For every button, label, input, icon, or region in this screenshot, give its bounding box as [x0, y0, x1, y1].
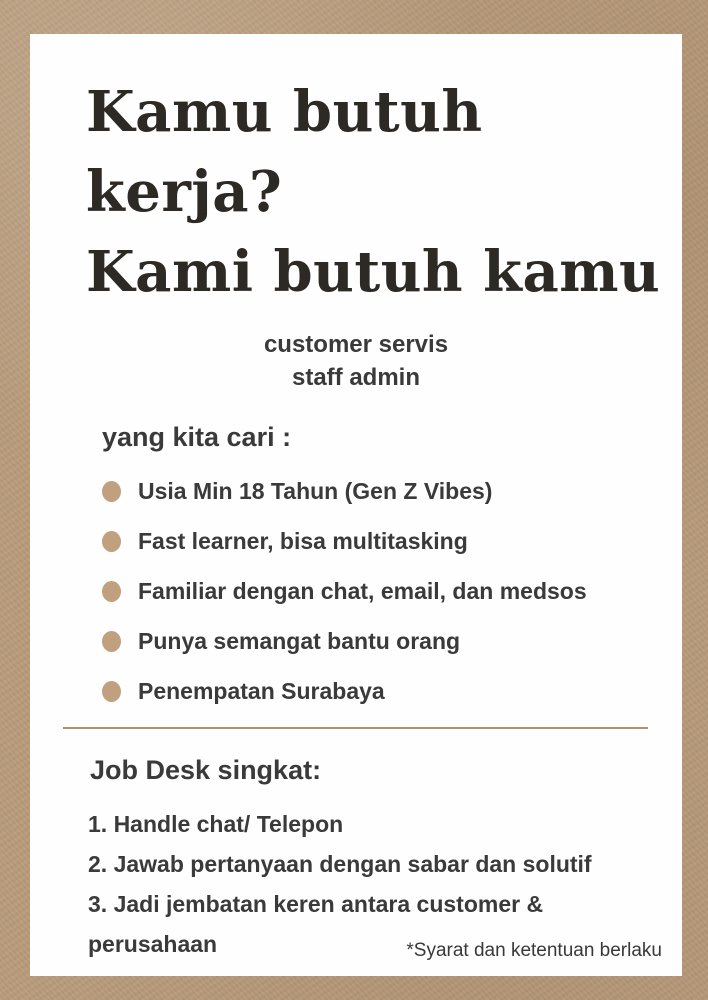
- list-item: 1. Handle chat/ Telepon: [88, 811, 344, 837]
- list-item: [102, 577, 682, 605]
- bullet-dot-icon: [102, 481, 121, 502]
- bullet-dot-icon: [102, 581, 121, 602]
- list-item: 2. Jawab pertanyaan dengan sabar dan solutif: [88, 851, 592, 877]
- title-line-2: Kami butuh kamu: [86, 239, 661, 305]
- list-item: [102, 477, 682, 505]
- title-line-1: Kamu butuh kerja?: [86, 79, 483, 225]
- position-subtitle: [30, 328, 682, 394]
- terms-footnote: *Syarat dan ketentuan berlaku: [406, 940, 662, 961]
- requirement-label: Punya semangat bantu orang: [138, 627, 461, 654]
- position-staff-admin: staff admin: [291, 364, 420, 391]
- list-item: [102, 677, 682, 705]
- bullet-dot-icon: [102, 631, 121, 652]
- requirement-label: Usia Min 18 Tahun (Gen Z Vibes): [138, 477, 493, 504]
- list-item: [102, 627, 682, 655]
- page-title: [86, 72, 682, 312]
- bullet-dot-icon: [102, 531, 121, 552]
- requirements-heading: yang kita cari :: [102, 422, 292, 452]
- requirement-label: Fast learner, bisa multitasking: [138, 527, 468, 554]
- section-divider: [63, 727, 648, 729]
- requirement-label: Familiar dengan chat, email, dan medsos: [138, 577, 587, 604]
- requirement-label: Penempatan Surabaya: [138, 677, 385, 704]
- list-item: [102, 527, 682, 555]
- position-customer-service: customer servis: [263, 331, 449, 358]
- requirements-list: [30, 477, 682, 705]
- bullet-dot-icon: [102, 681, 121, 702]
- list-item: 3. Jadi jembatan keren antara customer & perusahaan: [88, 891, 544, 957]
- job-flyer-card: [30, 34, 682, 976]
- jobdesk-heading: Job Desk singkat:: [90, 755, 322, 785]
